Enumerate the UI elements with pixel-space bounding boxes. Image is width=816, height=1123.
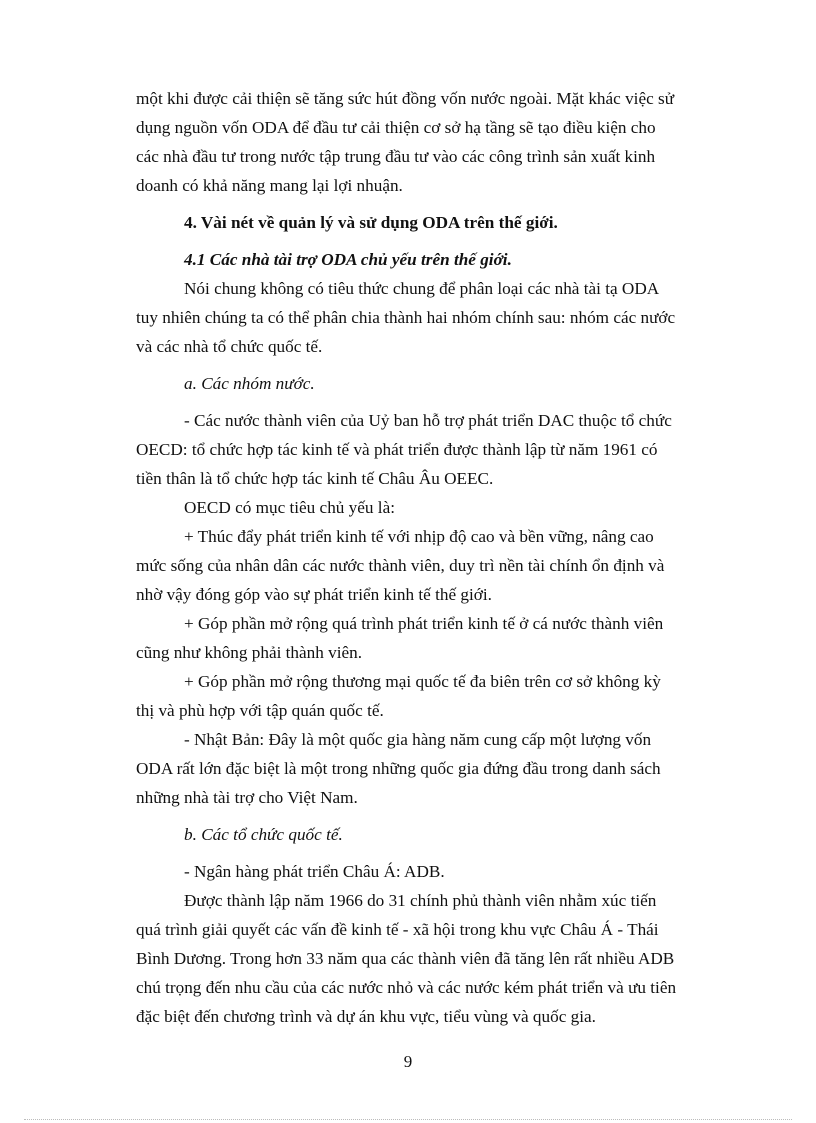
text-line: và các nhà tổ chức quốc tế. [136, 337, 323, 356]
page-bottom-divider [24, 1119, 792, 1120]
text-line: những nhà tài trợ cho Việt Nam. [136, 788, 358, 807]
text-line: - Ngân hàng phát triển Châu Á: ADB. [184, 862, 445, 881]
paragraph-adb [136, 857, 768, 886]
paragraph-intro [136, 274, 768, 361]
text-line: chú trọng đến nhu cầu của các nước nhỏ và các nước kém phát triển và ưu tiên [136, 978, 677, 997]
text-line: thị và phù hợp với tập quán quốc tế. [136, 701, 384, 720]
text-line: - Các nước thành viên của Uỷ ban hỗ trợ phát triển DAC thuộc tổ chức [184, 411, 672, 430]
heading-b-international-orgs: b. Các tổ chức quốc tế. [184, 825, 343, 844]
subsection-heading-4-1: 4.1 Các nhà tài trợ ODA chủ yếu trên thế giới. [184, 250, 512, 269]
text-line: Được thành lập năm 1966 do 31 chính phủ thành viên nhằm xúc tiến [184, 891, 657, 910]
text-line: Nói chung không có tiêu thức chung để phân loại các nhà tài tạ ODA [184, 279, 660, 298]
paragraph-goal-3 [136, 667, 768, 725]
text-line: cũng như không phải thành viên. [136, 643, 363, 662]
text-line: + Thúc đẩy phát triển kinh tế với nhịp độ cao và bền vững, nâng cao [184, 527, 654, 546]
text-line: + Góp phần mở rộng thương mại quốc tế đa biên trên cơ sở không kỳ [184, 672, 661, 691]
text-line: OECD: tổ chức hợp tác kinh tế và phát triển được thành lập từ năm 1961 có [136, 440, 658, 459]
text-line: mức sống của nhân dân các nước thành viên, duy trì nền tài chính ổn định và [136, 556, 665, 575]
paragraph-oecd-goals [136, 493, 768, 522]
text-line: Bình Dương. Trong hơn 33 năm qua các thành viên đã tăng lên rất nhiều ADB [136, 949, 675, 968]
text-line: quá trình giải quyết các vấn đề kinh tế - xã hội trong khu vực Châu Á - Thái [136, 920, 659, 939]
paragraph-goal-1 [136, 522, 768, 609]
text-line: dụng nguồn vốn ODA để đầu tư cải thiện cơ sở hạ tầng sẽ tạo điều kiện cho [136, 118, 656, 137]
text-line: OECD có mục tiêu chủ yếu là: [184, 498, 395, 517]
text-line: đặc biệt đến chương trình và dự án khu vực, tiểu vùng và quốc gia. [136, 1007, 596, 1026]
paragraph-goal-2 [136, 609, 768, 667]
text-line: tuy nhiên chúng ta có thể phân chia thành hai nhóm chính sau: nhóm các nước [136, 308, 676, 327]
paragraph-adb-detail [136, 886, 768, 1031]
text-line: doanh có khả năng mang lại lợi nhuận. [136, 176, 403, 195]
page-number: 9 [403, 1052, 413, 1071]
text-line: - Nhật Bản: Đây là một quốc gia hàng năm cung cấp một lượng vốn [184, 730, 652, 749]
text-line: ODA rất lớn đặc biệt là một trong những quốc gia đứng đầu trong danh sách [136, 759, 661, 778]
heading-a-country-groups: a. Các nhóm nước. [184, 374, 315, 393]
text-line: một khi được cải thiện sẽ tăng sức hút đồng vốn nước ngoài. Mặt khác việc sử [136, 89, 675, 108]
text-line: các nhà đầu tư trong nước tập trung đầu tư vào các công trình sản xuất kinh [136, 147, 656, 166]
paragraph-dac [136, 406, 768, 493]
text-line: nhờ vậy đóng góp vào sự phát triển kinh tế thế giới. [136, 585, 492, 604]
text-line: + Góp phần mở rộng quá trình phát triển kinh tế ở cá nước thành viên [184, 614, 664, 633]
paragraph-japan [136, 725, 768, 812]
page-content [136, 84, 768, 1031]
text-line: tiền thân là tổ chức hợp tác kinh tế Châu Âu OEEC. [136, 469, 494, 488]
section-heading-4: 4. Vài nét về quản lý và sử dụng ODA trên thế giới. [184, 213, 558, 232]
paragraph-continuation [136, 84, 768, 200]
